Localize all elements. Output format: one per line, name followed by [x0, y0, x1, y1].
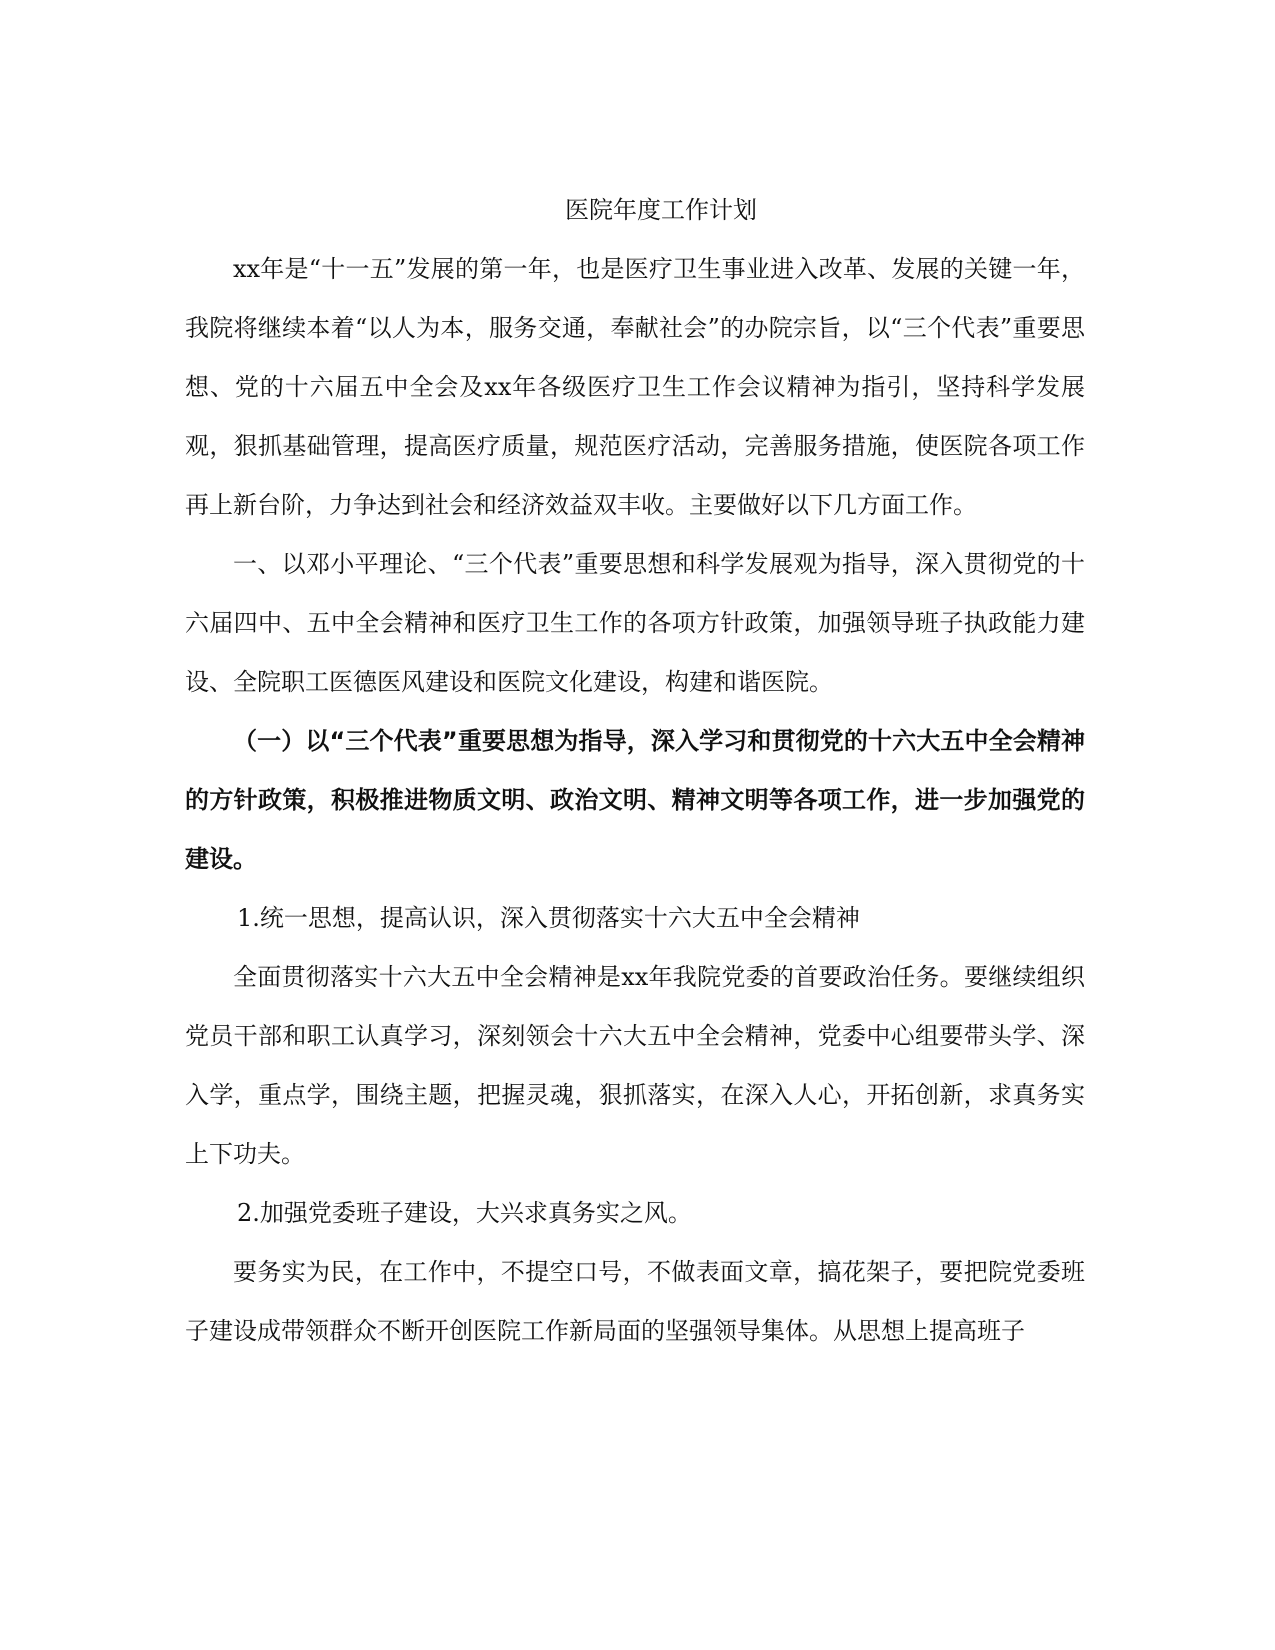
- document-title: 医院年度工作计划: [565, 196, 757, 224]
- item-one-paragraph: 全面贯彻落实十六大五中全会精神是xx年我院党委的首要政治任务。要继续组织党员干部和职工认真学习，深刻领会十六大五中全会精神，党委中心组要带头学、深入学，重点学，围绕主题，把握灵魂，狠抓落实，在深入人心，开拓创新，求真务实上下功夫。: [185, 963, 1085, 1168]
- intro-paragraph: xx年是“十一五”发展的第一年，也是医疗卫生事业进入改革、发展的关键一年，我院将继续本着“以人为本，服务交通，奉献社会”的办院宗旨，以“三个代表”重要思想、党的十六届五中全会及xx年各级医疗卫生工作会议精神为指引，坚持科学发展观，狠抓基础管理，提高医疗质量，规范医疗活动，完善服务措施，使医院各项工作再上新台阶，力争达到社会和经济效益双丰收。主要做好以下几方面工作。: [185, 255, 1085, 519]
- item-two-paragraph: 要务实为民，在工作中，不提空口号，不做表面文章，搞花架子，要把院党委班子建设成带领群众不断开创医院工作新局面的坚强领导集体。从思想上提高班子: [185, 1258, 1085, 1345]
- document-body: [185, 181, 1085, 1361]
- section-one-paragraph: 一、以邓小平理论、“三个代表”重要思想和科学发展观为指导，深入贯彻党的十六届四中、五中全会精神和医疗卫生工作的各项方针政策，加强领导班子执政能力建设、全院职工医德医风建设和医院文化建设，构建和谐医院。: [185, 550, 1085, 696]
- subsection-heading: （一）以“三个代表”重要思想为指导，深入学习和贯彻党的十六大五中全会精神的方针政策，积极推进物质文明、政治文明、精神文明等各项工作，进一步加强党的建设。: [185, 727, 1085, 873]
- item-one-heading: 1.统一思想，提高认识，深入贯彻落实十六大五中全会精神: [237, 904, 860, 932]
- item-two-heading: 2.加强党委班子建设，大兴求真务实之风。: [237, 1199, 692, 1227]
